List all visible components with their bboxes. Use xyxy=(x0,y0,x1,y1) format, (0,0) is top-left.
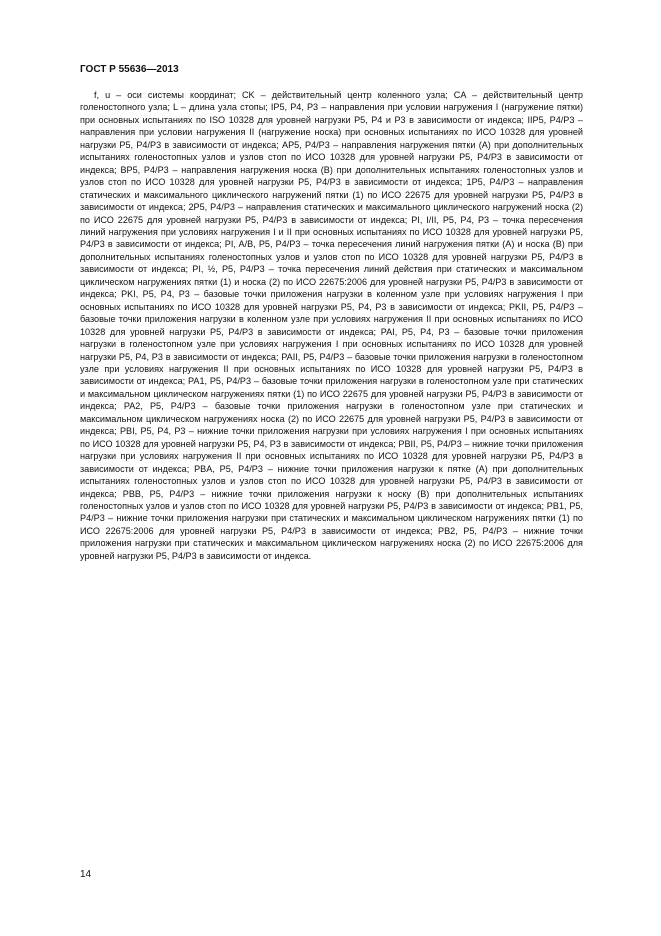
legend-paragraph: f, u – оси системы координат; CK – действительный центр коленного узла; CA – действительный центр голеностопного узла; L – длина узла стопы; IP5, P4, P3 – направления при условии нагружения I (нагружение пятки) при основных испытаниях по ISO 10328 для уровней нагрузки P5, P4 и P3 в зависимости от индекса; IIP5, P4/P3 – направления при условии нагружения II (нагружение носка) при основных испытаниях по ИСО 10328 для уровней нагрузки P5, P4/P3 в зависимости от индекса; AP5, P4/P3 – направления нагружения пятки (A) при дополнительных испытаниях голеностопных узлов и узлов стоп по ИСО 10328 для уровней нагрузки P5, P4/P3 в зависимости от индекса; BP5, P4/P3 – направления нагружения носка (B) при дополнительных испытаниях голеностопных узлов и узлов стоп по ИСО 10328 для уровней нагрузки P5, P4/P3 в зависимости от индекса; 1P5, P4/P3 – направления статических и максимального циклического нагружений пятки (1) по ИСО 22675 для уровней нагрузки P5, P4/P3 в зависимости от индекса; 2P5, P4/P3 – направления статических и максимального циклического нагружений носка (2) по ИСО 22675 для уровней нагрузки P5, P4/P3 в зависимости от индекса; PI, I/II, P5, P4, P3 – точка пересечения линий нагружения при условиях нагружения I и II при основных испытаниях по ИСО 10328 для уровней нагрузки P5, P4/P3 в зависимости от индекса; PI, A/B, P5, P4/P3 – точка пересечения линий нагружения пятки (A) и носка (B) при дополнительных испытаниях голеностопных узлов и узлов стоп по ИСО 10328 для уровней нагрузки P5, P4/P3 в зависимости от индекса; PI, ½, P5, P4/P3 – точка пересечения линий действия при статических и максимальном циклическом нагружениях пятки (1) и носка (2) по ИСО 22675:2006 для уровней нагрузки P5, P4/P3 в зависимости от индекса; PKI, P5, P4, P3 – базовые точки приложения нагрузки в коленном узле при условиях нагружения I при основных испытаниях по ИСО 10328 для уровней нагрузки P5, P4, P3 в зависимости от индекса; PKII, P5, P4/P3 – базовые точки приложения нагрузки в коленном узле при условиях нагружения II при основных испытаниях по ИСО 10328 для уровней нагрузки P5, P4/P3 в зависимости от индекса; PAI, P5, P4, P3 – базовые точки приложения нагрузки в голеностопном узле при условиях нагружения I при основных испытаниях по ИСО 10328 для уровней нагрузки P5, P4, P3 в зависимости от индекса; PAII, P5, P4/P3 – базовые точки приложения нагрузки в голеностопном узле при условиях нагружения II при основных испытаниях по ИСО 10328 для уровней нагрузки P5, P4/P3 в зависимости от индекса; PA1, P5, P4/P3 – базовые точки приложения нагрузки в голеностопном узле при статических и максимальном циклическом нагружениях пятки (1) по ИСО 22675 для уровней нагрузки P5, P4/P3 в зависимости от индекса; PA2, P5, P4/P3 – базовые точки приложения нагрузки в голеностопном узле при статических и максимальном циклическом нагружениях носка (2) по ИСО 22675 для уровней нагрузки P5, P4/P3 в зависимости от индекса; PBI, P5, P4, P3 – нижние точки приложения нагрузки при условиях нагружения I при основных испытаниях по ИСО 10328 для уровней нагрузки P5, P4, P3 в зависимости от индекса; PBII, P5, P4/P3 – нижние точки приложения нагрузки при условиях нагружения II при основных испытаниях по ИСО 10328 для уровней нагрузки P5, P4/P3 в зависимости от индекса; PBA, P5, P4/P3 – нижние точки приложения нагрузки к пятке (A) при дополнительных испытаниях голеностопных узлов и узлов стоп по ИСО 10328 для уровней нагрузки P5, P4/P3 в зависимости от индекса; PBB, P5, P4/P3 – нижние точки приложения нагрузки к носку (B) при дополнительных испытаниях голеностопных узлов и узлов стоп по ИСО 10328 для уровней нагрузки P5, P4/P3 в зависимости от индекса; PB1, P5, P4/P3 – нижние точки приложения нагрузки при статических и максимальном циклическом нагружениях пятки (1) по ИСО 22675:2006 для уровней нагрузки P5, P4/P3 в зависимости от индекса; PB2, P5, P4/P3 – нижние точки приложения нагрузки при статических и максимальном циклическом нагружениях носка (2) по ИСО 22675:2006 для уровней нагрузки P5, P4/P3 в зависимости от индекса. xyxy=(80,90,583,561)
page-number: 14 xyxy=(80,869,92,880)
document-header: ГОСТ Р 55636—2013 xyxy=(80,64,179,75)
document-body xyxy=(80,89,583,562)
